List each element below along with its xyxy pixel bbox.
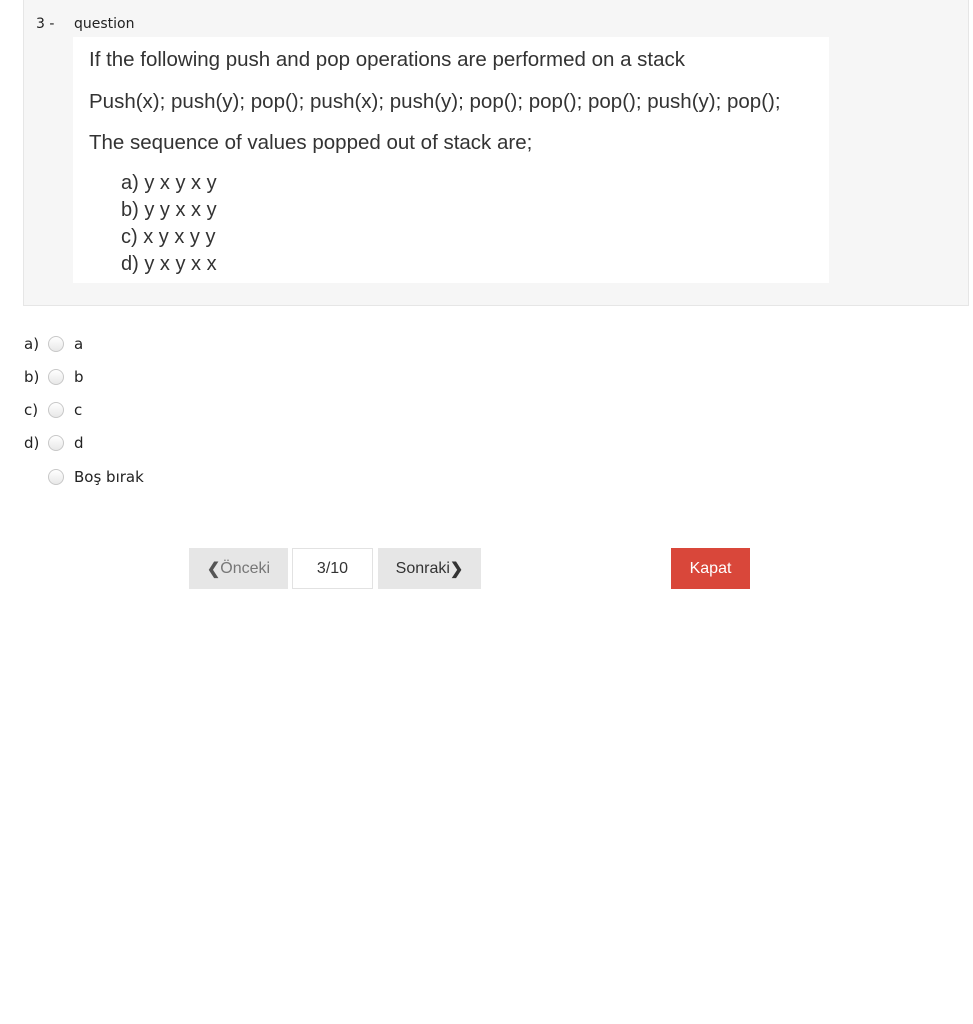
answer-option-b[interactable] bbox=[24, 368, 84, 386]
radio-button[interactable] bbox=[48, 469, 64, 485]
answer-option-a[interactable] bbox=[24, 335, 83, 353]
answer-option-c[interactable] bbox=[24, 401, 82, 419]
answer-option-d[interactable] bbox=[24, 434, 84, 452]
option-label: b) bbox=[24, 368, 40, 386]
option-text: b bbox=[74, 368, 84, 386]
chevron-left-icon: ❮ bbox=[206, 560, 221, 578]
option-text: a bbox=[74, 335, 84, 353]
radio-button[interactable] bbox=[48, 336, 64, 352]
question-line: Push(x); push(y); pop(); push(x); push(y); pop(); pop(); pop(); push(y); pop(); bbox=[89, 90, 781, 113]
previous-button[interactable] bbox=[189, 548, 288, 589]
close-button[interactable]: Kapat bbox=[671, 548, 750, 589]
question-number: 3 - bbox=[36, 16, 55, 32]
next-label: Sonraki bbox=[395, 559, 450, 577]
question-line: If the following push and pop operations are performed on a stack bbox=[89, 48, 686, 71]
radio-button[interactable] bbox=[48, 402, 64, 418]
option-text: d bbox=[74, 434, 84, 452]
option-text: Boş bırak bbox=[74, 468, 144, 486]
option-label: a) bbox=[24, 335, 40, 353]
image-option: d) y x y x x bbox=[121, 253, 217, 275]
image-option: b) y y x x y bbox=[121, 199, 217, 221]
question-line: The sequence of values popped out of stack are; bbox=[89, 131, 533, 154]
next-button[interactable] bbox=[378, 548, 481, 589]
answer-option-blank[interactable] bbox=[24, 468, 144, 486]
radio-button[interactable] bbox=[48, 369, 64, 385]
page-indicator: 3/10 bbox=[292, 548, 373, 589]
radio-button[interactable] bbox=[48, 435, 64, 451]
option-label: c) bbox=[24, 401, 39, 419]
option-text: c bbox=[74, 401, 83, 419]
chevron-right-icon: ❯ bbox=[449, 560, 464, 578]
option-label: d) bbox=[24, 434, 40, 452]
image-option: c) x y x y y bbox=[121, 226, 216, 248]
previous-label: Önceki bbox=[220, 559, 271, 577]
question-title: question bbox=[74, 16, 135, 32]
question-image bbox=[73, 37, 829, 283]
image-option: a) y x y x y bbox=[121, 172, 217, 194]
